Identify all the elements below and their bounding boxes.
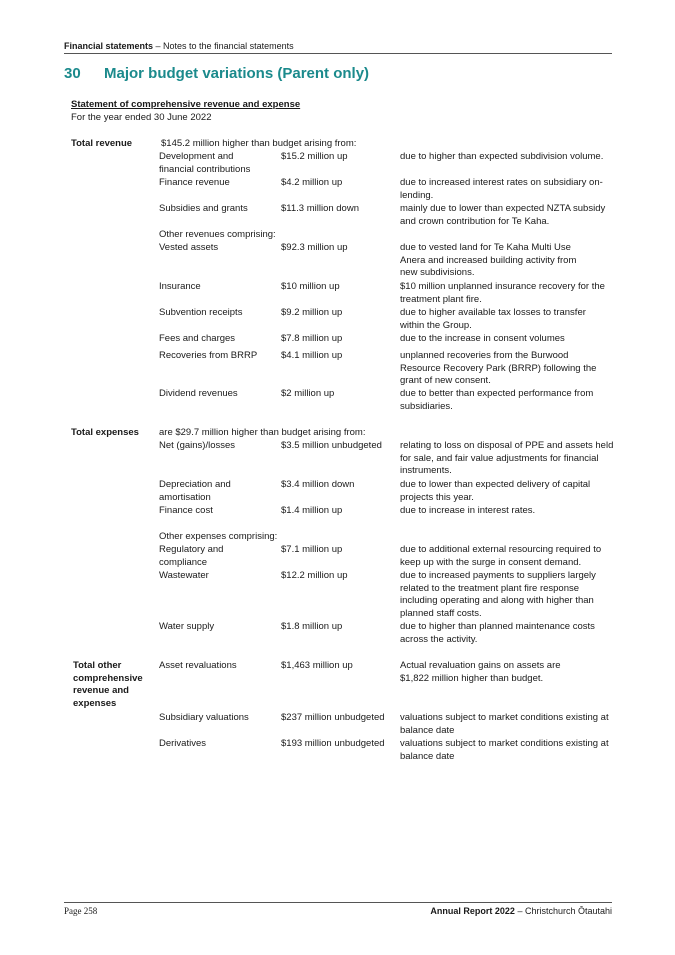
other-comprehensive-amount: $193 million unbudgeted xyxy=(281,738,385,749)
revenue-other-item: Insurance xyxy=(159,281,201,292)
revenue-other-item: Dividend revenues xyxy=(159,388,238,399)
revenue-other-item: Subvention receipts xyxy=(159,307,243,318)
revenue-other-reason: due to vested land for Te Kaha Multi Use Anera and increased building activity from new subdivisions. xyxy=(400,242,577,278)
revenue-other-item: Vested assets xyxy=(159,242,219,253)
expenses-other-amount: $1.8 million up xyxy=(281,621,343,632)
other-comprehensive-reason: Actual revaluation gains on assets are $1,822 million higher than budget. xyxy=(400,660,561,684)
revenue-row-reason: due to higher than expected subdivision volume. xyxy=(400,151,604,162)
note-title: Major budget variations (Parent only) xyxy=(104,65,370,82)
expenses-row-reason: due to increase in interest rates. xyxy=(400,505,536,516)
other-comprehensive-item: Asset revaluations xyxy=(159,660,237,671)
expenses-row-amount: $3.5 million unbudgeted xyxy=(281,440,382,451)
expenses-other-item: Wastewater xyxy=(159,570,209,581)
revenue-other-amount: $7.8 million up xyxy=(281,333,343,344)
expenses-intro: are $29.7 million higher than budget arising from: xyxy=(159,427,366,438)
revenue-other-item: Fees and charges xyxy=(159,333,236,344)
statement-title: Statement of comprehensive revenue and expense xyxy=(71,99,301,110)
expenses-row-item: Finance cost xyxy=(159,505,213,516)
revenue-label: Total revenue xyxy=(71,138,133,149)
other-comprehensive-amount: $237 million unbudgeted xyxy=(281,712,385,723)
header-section: Financial statements xyxy=(64,41,154,51)
expenses-row-amount: $3.4 million down xyxy=(281,479,355,490)
expenses-other-amount: $12.2 million up xyxy=(281,570,348,581)
footer-rule xyxy=(64,902,612,903)
expenses-label: Total expenses xyxy=(71,427,139,438)
revenue-row-reason: mainly due to lower than expected NZTA subsidy and crown contribution for Te Kaha. xyxy=(400,203,606,227)
other-comprehensive-label: Total other comprehensive revenue and expenses xyxy=(73,660,143,709)
other-comprehensive-reason: valuations subject to market conditions existing at balance date xyxy=(400,738,609,762)
revenue-row-item: Subsidies and grants xyxy=(159,203,248,214)
expenses-row-reason: due to lower than expected delivery of capital projects this year. xyxy=(400,479,591,503)
revenue-row-reason: due to increased interest rates on subsidiary on-lending. xyxy=(400,177,603,201)
revenue-row-item: Development and financial contributions xyxy=(159,151,251,175)
expenses-row-reason: relating to loss on disposal of PPE and assets held for sale, and fair value adjustments for financial instruments. xyxy=(400,440,614,476)
other-comprehensive-item: Derivatives xyxy=(159,738,206,749)
revenue-row-amount: $11.3 million down xyxy=(281,203,359,214)
other-comprehensive-amount: $1,463 million up xyxy=(281,660,353,671)
report-org: – Christchurch Ōtautahi xyxy=(514,906,612,916)
expenses-other-reason: due to additional external resourcing required to keep up with the surge in consent demand. xyxy=(400,544,602,568)
report-title: Annual Report 2022 xyxy=(430,906,515,916)
revenue-other-heading: Other revenues comprising: xyxy=(159,229,276,240)
revenue-other-item: Recoveries from BRRP xyxy=(159,350,258,361)
page-title xyxy=(64,65,369,82)
expenses-other-item: Water supply xyxy=(159,621,215,632)
note-number: 30 xyxy=(64,65,81,82)
revenue-row-amount: $15.2 million up xyxy=(281,151,348,162)
other-comprehensive-item: Subsidiary valuations xyxy=(159,712,249,723)
statement-period: For the year ended 30 June 2022 xyxy=(71,112,212,123)
revenue-other-reason: due to higher available tax losses to transfer within the Group. xyxy=(400,307,586,331)
revenue-intro: $145.2 million higher than budget arising from: xyxy=(161,138,357,149)
page-number: Page 258 xyxy=(64,906,98,916)
expenses-other-heading: Other expenses comprising: xyxy=(159,531,278,542)
expenses-other-reason: due to increased payments to suppliers largely related to the treatment plant fire response including operating and along with higher than planned staff costs. xyxy=(400,570,596,619)
revenue-other-amount: $2 million up xyxy=(281,388,335,399)
revenue-other-reason: due to better than expected performance from subsidiaries. xyxy=(400,388,594,412)
revenue-other-amount: $10 million up xyxy=(281,281,340,292)
expenses-other-item: Regulatory and compliance xyxy=(159,544,224,568)
expenses-row-item: Depreciation and amortisation xyxy=(159,479,231,503)
report-name xyxy=(430,906,612,916)
expenses-other-reason: due to higher than planned maintenance costs across the activity. xyxy=(400,621,595,645)
expenses-row-amount: $1.4 million up xyxy=(281,505,343,516)
revenue-other-reason: $10 million unplanned insurance recovery for the treatment plant fire. xyxy=(400,281,605,305)
revenue-other-amount: $4.1 million up xyxy=(281,350,343,361)
running-header xyxy=(64,41,612,51)
header-rule xyxy=(64,53,612,54)
revenue-other-amount: $9.2 million up xyxy=(281,307,343,318)
revenue-other-amount: $92.3 million up xyxy=(281,242,348,253)
other-comprehensive-reason: valuations subject to market conditions existing at balance date xyxy=(400,712,609,736)
revenue-other-reason: due to the increase in consent volumes xyxy=(400,333,565,344)
expenses-row-item: Net (gains)/losses xyxy=(159,440,236,451)
header-subsection: – Notes to the financial statements xyxy=(153,41,294,51)
revenue-other-reason: unplanned recoveries from the Burwood Resource Recovery Park (BRRP) following the grant of new consent. xyxy=(400,350,597,386)
revenue-row-amount: $4.2 million up xyxy=(281,177,343,188)
revenue-row-item: Finance revenue xyxy=(159,177,230,188)
expenses-other-amount: $7.1 million up xyxy=(281,544,343,555)
